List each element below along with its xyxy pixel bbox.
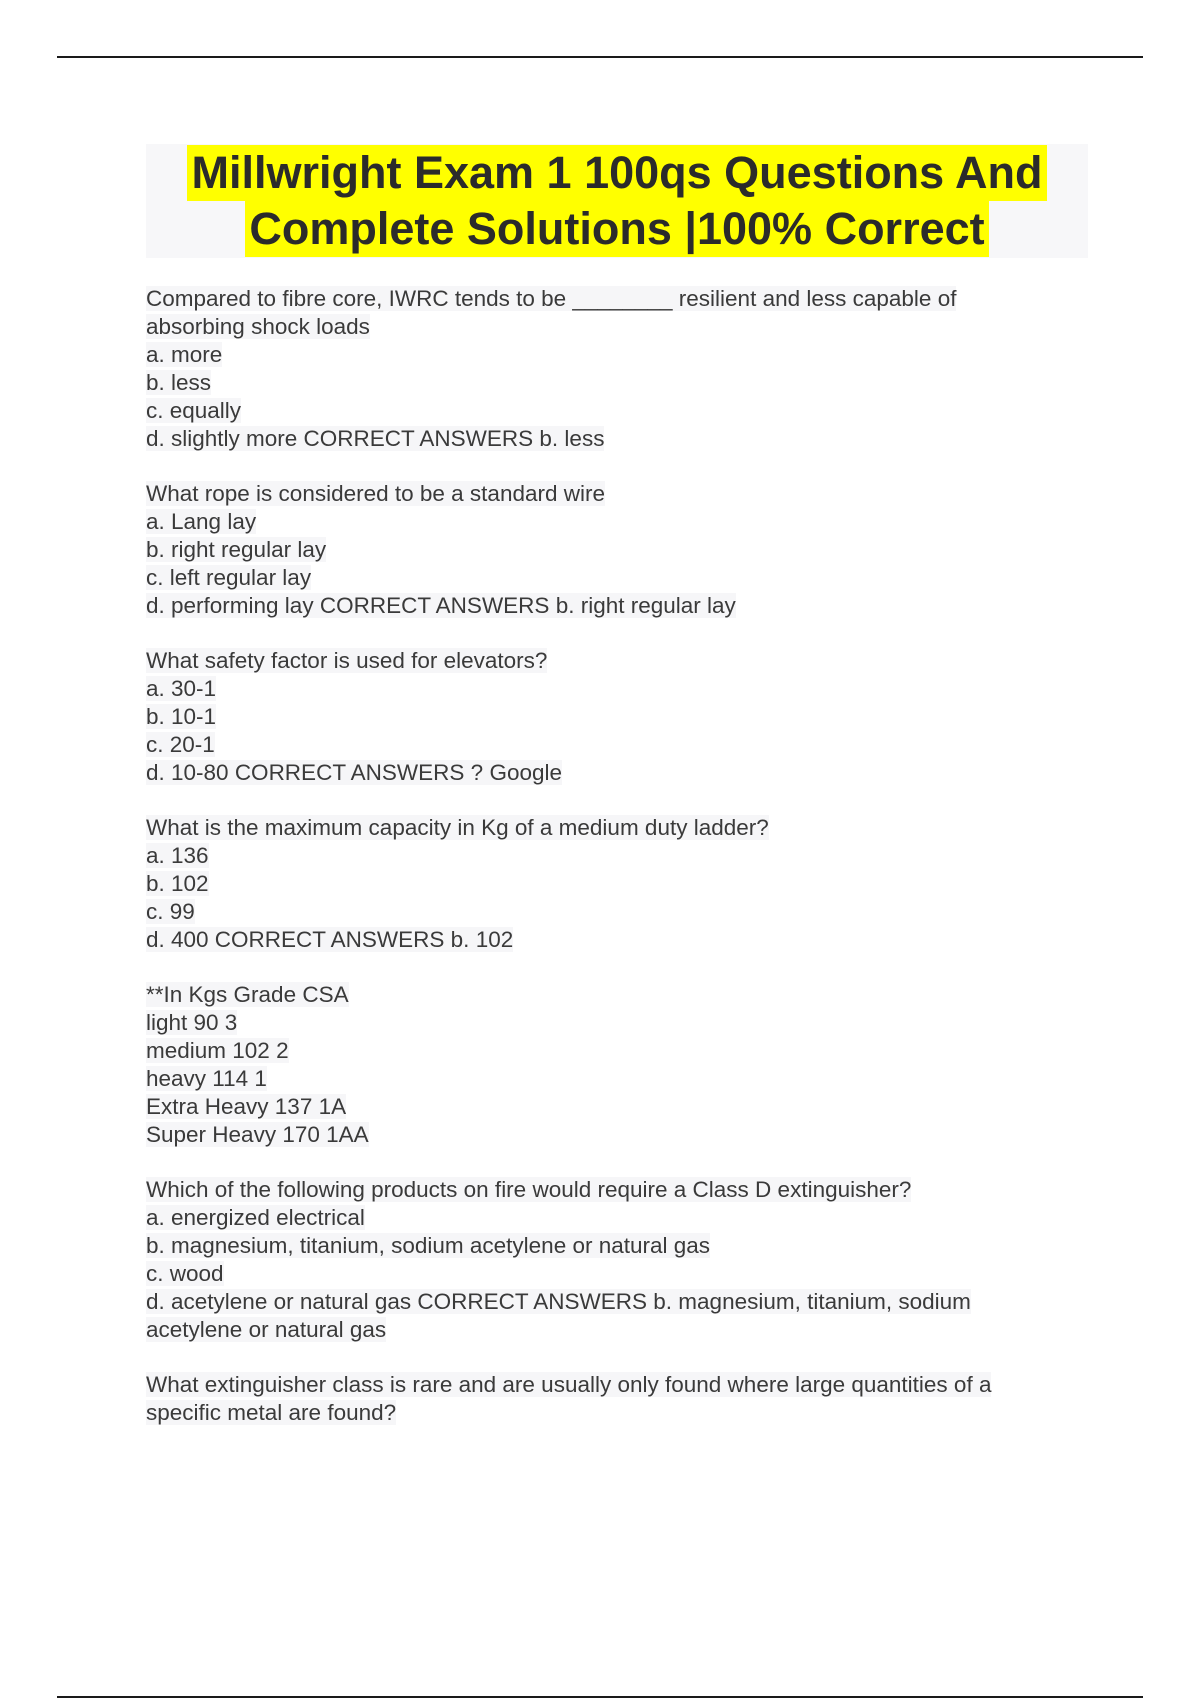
option-d-answer: d. 10-80 CORRECT ANSWERS ? Google	[146, 760, 562, 785]
question-block-3	[146, 647, 1086, 787]
question-list	[146, 285, 1086, 1454]
option-a: a. Lang lay	[146, 509, 257, 534]
top-rule	[57, 56, 1143, 58]
option-a: a. 136	[146, 843, 209, 868]
option-a: a. 30-1	[146, 676, 217, 701]
question-text: Which of the following products on fire would require a Class D extinguisher?	[146, 1177, 912, 1202]
option-b: b. 102	[146, 871, 209, 896]
option-c: c. equally	[146, 398, 242, 423]
option-c: c. 20-1	[146, 732, 215, 757]
option-c: c. 99	[146, 899, 195, 924]
question-block-5	[146, 1176, 1086, 1344]
option-b: b. magnesium, titanium, sodium acetylene or natural gas	[146, 1233, 711, 1258]
document-title	[146, 144, 1088, 258]
question-block-4	[146, 814, 1086, 954]
ladder-grade-note	[146, 981, 1086, 1149]
question-block-1	[146, 285, 1086, 453]
note-row: Extra Heavy 137 1A	[146, 1094, 347, 1119]
option-d-answer: d. slightly more CORRECT ANSWERS b. less	[146, 426, 605, 451]
question-text: What is the maximum capacity in Kg of a medium duty ladder?	[146, 815, 769, 840]
question-block-6	[146, 1371, 1086, 1427]
option-d-answer: d. performing lay CORRECT ANSWERS b. right regular lay	[146, 593, 736, 618]
option-d-answer: d. 400 CORRECT ANSWERS b. 102	[146, 927, 514, 952]
option-c: c. wood	[146, 1261, 224, 1286]
option-b: b. less	[146, 370, 212, 395]
option-d-answer-cont: acetylene or natural gas	[146, 1317, 387, 1342]
option-a: a. more	[146, 342, 223, 367]
option-b: b. right regular lay	[146, 537, 327, 562]
note-row: light 90 3	[146, 1010, 238, 1035]
question-text-cont: specific metal are found?	[146, 1400, 397, 1425]
question-text: Compared to fibre core, IWRC tends to be ________ resilient and less capable of	[146, 286, 957, 311]
note-row: Super Heavy 170 1AA	[146, 1122, 369, 1147]
question-block-2	[146, 480, 1086, 620]
note-row: heavy 114 1	[146, 1066, 267, 1091]
question-text: What rope is considered to be a standard wire	[146, 481, 605, 506]
option-d-answer: d. acetylene or natural gas CORRECT ANSWERS b. magnesium, titanium, sodium	[146, 1289, 971, 1314]
question-text-cont: absorbing shock loads	[146, 314, 370, 339]
title-line-1: Millwright Exam 1 100qs Questions And	[187, 145, 1046, 201]
option-c: c. left regular lay	[146, 565, 312, 590]
option-b: b. 10-1	[146, 704, 217, 729]
title-line-2: Complete Solutions |100% Correct	[245, 201, 988, 257]
question-text: What safety factor is used for elevators?	[146, 648, 548, 673]
note-row: medium 102 2	[146, 1038, 289, 1063]
note-header: **In Kgs Grade CSA	[146, 982, 349, 1007]
question-text: What extinguisher class is rare and are usually only found where large quantities of a	[146, 1372, 992, 1397]
bottom-rule	[57, 1696, 1143, 1698]
option-a: a. energized electrical	[146, 1205, 365, 1230]
